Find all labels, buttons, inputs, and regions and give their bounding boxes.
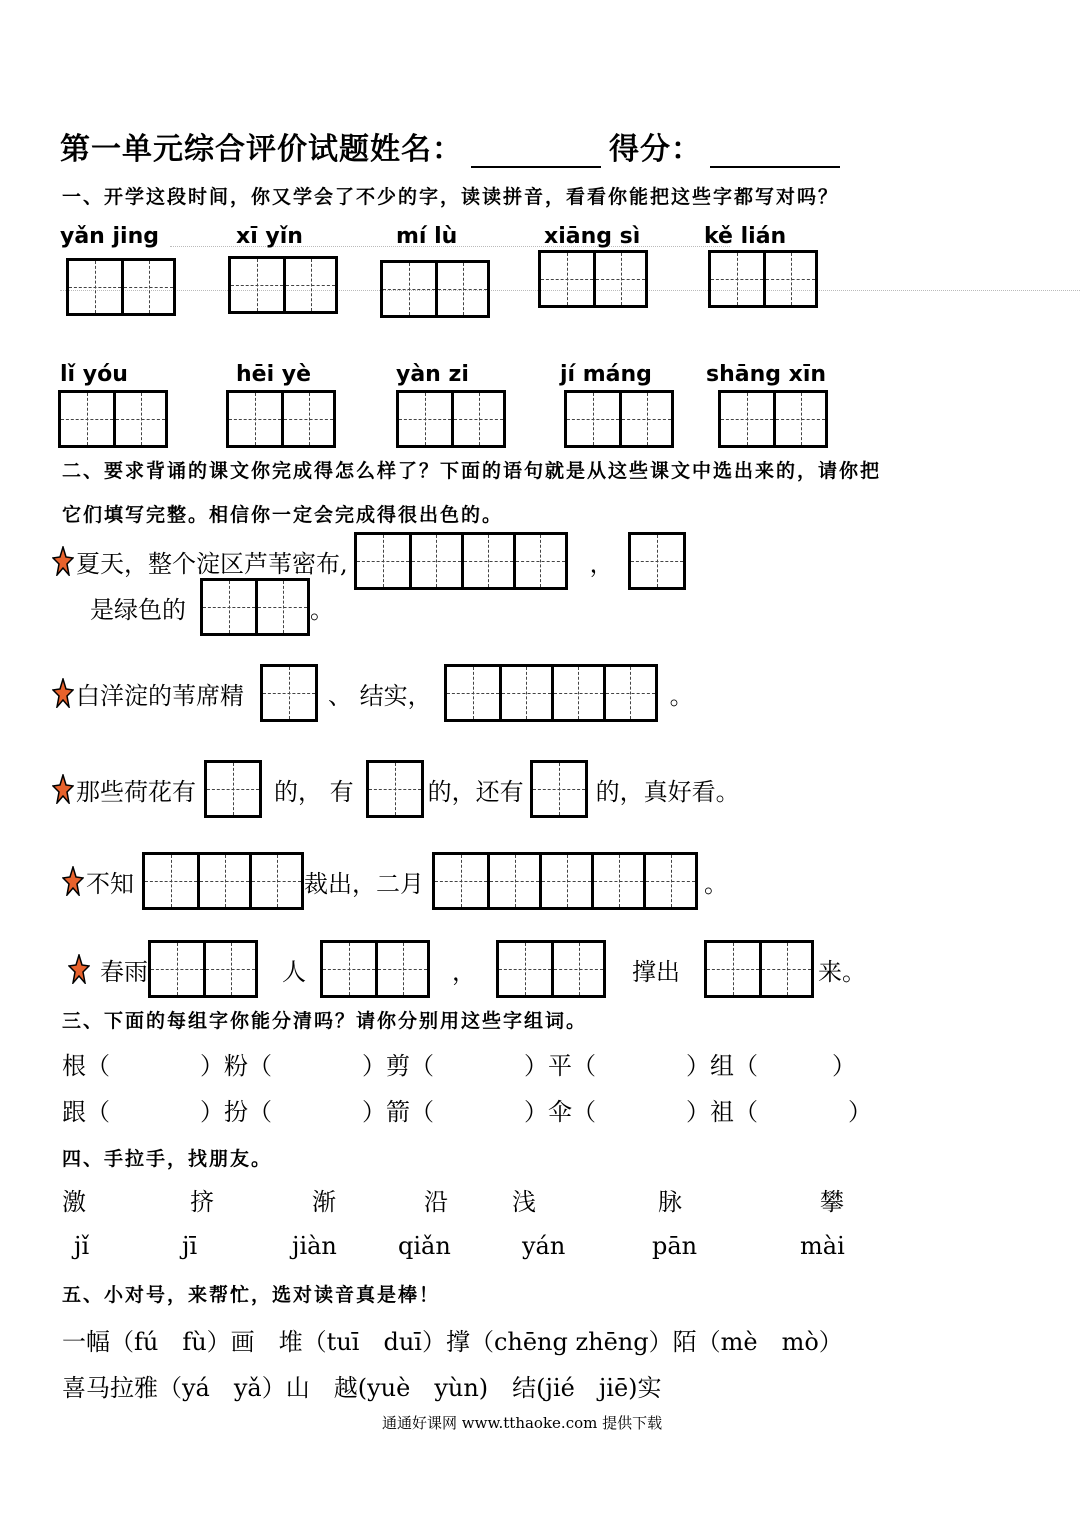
word-pair: ）剪（ — [362, 1052, 434, 1080]
pronunciation-line-1: 一幅（fú fù）画 堆（tuī duī）撑（chēng zhēng）陌（mè mò） — [62, 1328, 843, 1356]
match-pinyin[interactable]: jī — [182, 1232, 198, 1260]
answer-grid[interactable] — [396, 390, 506, 448]
sentence-4 — [62, 852, 728, 910]
sentence-text: 春雨 — [100, 957, 148, 986]
pinyin-7: hēi yè — [236, 362, 312, 387]
section3-heading: 三、下面的每组字你能分清吗？请你分别用这些字组词。 — [62, 1010, 588, 1032]
answer-grid[interactable] — [148, 940, 258, 998]
match-pinyin[interactable]: qiǎn — [398, 1232, 451, 1260]
section2-heading: 二、要求背诵的课文你完成得怎么样了？下面的语句就是从这些课文中选出来的，请你把 — [62, 460, 882, 482]
match-pinyin[interactable]: jǐ — [74, 1232, 90, 1260]
word-pair: ）粉（ — [200, 1052, 272, 1080]
word-pair: ）伞（ — [524, 1098, 596, 1126]
answer-grid[interactable] — [58, 390, 168, 448]
page-title — [60, 124, 848, 168]
answer-grid[interactable] — [366, 760, 424, 818]
word-pair: ） — [848, 1098, 872, 1126]
sentence-text: 裁出，二月 — [304, 869, 424, 898]
word-pair: 跟（ — [62, 1098, 110, 1126]
title-score: 得分： — [609, 132, 702, 167]
word-pair: ） — [832, 1052, 856, 1080]
section2-heading-cont: 它们填写完整。相信你一定会完成得很出色的。 — [62, 504, 504, 526]
word-pair: ）平（ — [524, 1052, 596, 1080]
pinyin-5: kě lián — [704, 224, 787, 249]
word-row-2 — [62, 1092, 872, 1127]
sentence-text: ， — [589, 549, 614, 578]
sentence-1-cont — [90, 578, 334, 636]
section1-heading: 一、开学这段时间，你又学会了不少的字，读读拼音，看看你能把这些字都写对吗？ — [62, 186, 840, 208]
pinyin-6: lǐ yóu — [60, 362, 128, 387]
answer-grid[interactable] — [432, 852, 698, 910]
sentence-text: 撑出 — [632, 957, 680, 986]
pinyin-9: jí máng — [560, 362, 652, 387]
sentence-text: 的，还有 — [427, 777, 524, 806]
name-blank[interactable] — [471, 138, 601, 168]
answer-grid[interactable] — [708, 250, 818, 308]
sentence-5 — [68, 940, 866, 998]
sentence-text: 的，真好看。 — [595, 777, 740, 806]
answer-grid[interactable] — [228, 256, 338, 314]
sentence-text: 夏天，整个淀区芦苇密布, — [76, 549, 348, 578]
match-char[interactable]: 挤 — [190, 1188, 214, 1216]
answer-grid[interactable] — [530, 760, 588, 818]
sentence-text: 来。 — [818, 957, 866, 986]
sentence-text: 。 — [310, 595, 334, 624]
star-icon — [62, 866, 84, 896]
pinyin-2: xī yǐn — [236, 224, 303, 249]
match-char[interactable]: 沿 — [424, 1188, 448, 1216]
word-pair: 根（ — [62, 1052, 110, 1080]
star-icon — [68, 954, 90, 984]
match-char[interactable]: 脉 — [658, 1188, 682, 1216]
star-icon — [52, 546, 74, 576]
match-pinyin[interactable]: pān — [652, 1232, 698, 1260]
word-pair: ）祖（ — [686, 1098, 758, 1126]
sentence-text: 那些荷花有 — [76, 777, 196, 806]
word-pair: ）组（ — [686, 1052, 758, 1080]
word-pair: ）箭（ — [362, 1098, 434, 1126]
answer-grid[interactable] — [538, 250, 648, 308]
match-pinyin[interactable]: mài — [800, 1232, 845, 1260]
pinyin-8: yàn zi — [396, 362, 469, 387]
answer-grid[interactable] — [142, 852, 304, 910]
answer-grid[interactable] — [496, 940, 606, 998]
answer-grid[interactable] — [226, 390, 336, 448]
word-pair: ）扮（ — [200, 1098, 272, 1126]
section4-heading: 四、手拉手，找朋友。 — [62, 1148, 273, 1170]
answer-grid[interactable] — [564, 390, 674, 448]
answer-grid[interactable] — [200, 578, 310, 636]
sentence-text: 、 结实， — [328, 681, 432, 710]
match-char[interactable]: 攀 — [820, 1188, 844, 1216]
section5-heading: 五、小对号，来帮忙，选对读音真是棒！ — [62, 1284, 441, 1306]
match-pinyin[interactable]: yán — [522, 1232, 566, 1260]
sentence-text: ， — [452, 957, 476, 986]
pinyin-4: xiāng sì — [544, 224, 641, 249]
answer-grid[interactable] — [380, 260, 490, 318]
score-blank[interactable] — [710, 138, 840, 168]
match-char[interactable]: 渐 — [312, 1188, 336, 1216]
answer-grid[interactable] — [444, 664, 658, 722]
pronunciation-line-2: 喜马拉雅（yá yǎ）山 越(yuè yùn) 结(jié jiē)实 — [62, 1374, 662, 1402]
sentence-2 — [52, 664, 694, 722]
match-char[interactable]: 激 — [62, 1188, 86, 1216]
sentence-text: 白洋淀的苇席精 — [76, 681, 244, 710]
pinyin-3: mí lù — [396, 224, 458, 249]
title-main: 第一单元综合评价试题姓名： — [60, 132, 463, 167]
match-char[interactable]: 浅 — [512, 1188, 536, 1216]
sentence-text: 。 — [704, 869, 728, 898]
sentence-text: 的， 有 — [274, 777, 354, 806]
sentence-text: 人 — [282, 957, 306, 986]
sentence-3 — [52, 760, 740, 818]
answer-grid[interactable] — [320, 940, 430, 998]
sentence-text: 不知 — [86, 869, 134, 898]
footer-text: 通通好课网 www.tthaoke.com 提供下载 — [382, 1414, 663, 1432]
answer-grid[interactable] — [260, 664, 318, 722]
answer-grid[interactable] — [66, 258, 176, 316]
answer-grid[interactable] — [628, 532, 686, 590]
match-pinyin[interactable]: jiàn — [292, 1232, 337, 1260]
pinyin-1: yǎn jing — [60, 224, 159, 249]
star-icon — [52, 774, 74, 804]
answer-grid[interactable] — [704, 940, 814, 998]
sentence-text: 。 — [669, 681, 694, 710]
answer-grid[interactable] — [204, 760, 262, 818]
answer-grid[interactable] — [354, 532, 568, 590]
word-row-1 — [62, 1046, 856, 1081]
pinyin-10: shāng xīn — [706, 362, 827, 387]
sentence-text: 是绿色的 — [90, 595, 186, 624]
star-icon — [52, 678, 74, 708]
answer-grid[interactable] — [718, 390, 828, 448]
